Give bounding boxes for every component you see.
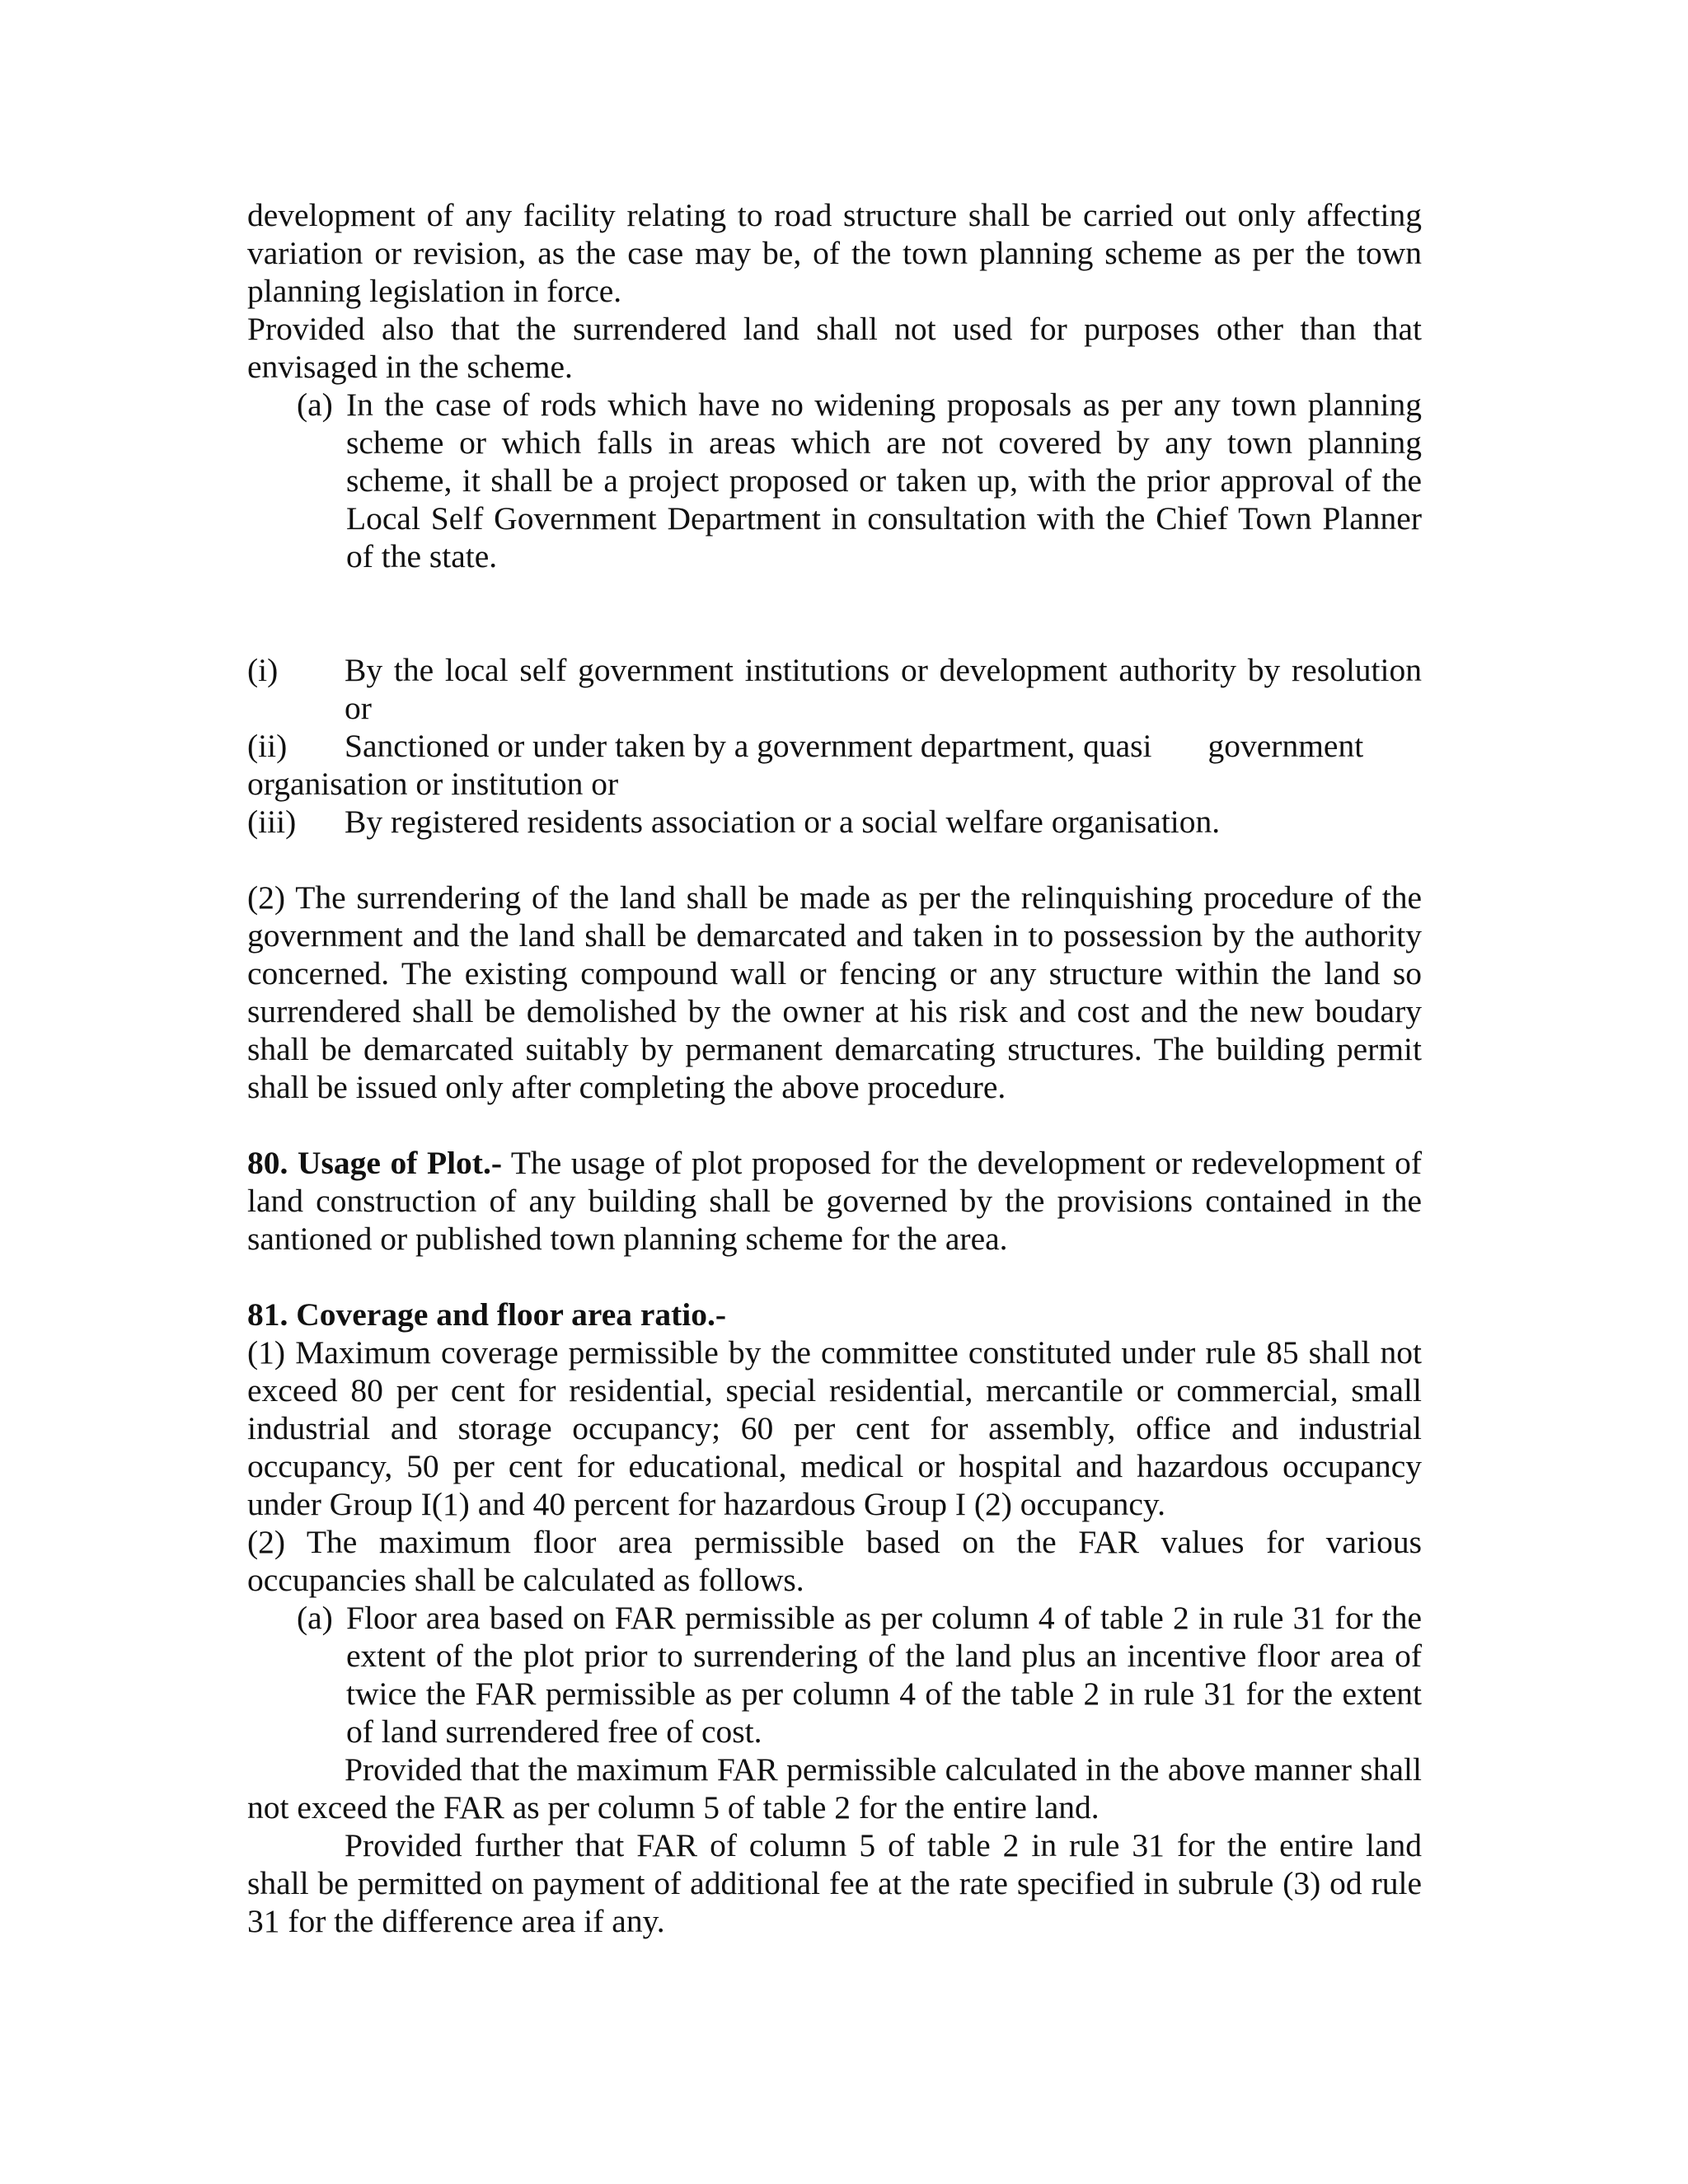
list-item-text: By the local self government institutions or development authority by resolution or [345,652,1422,726]
rule-81-proviso-1: Provided that the maximum FAR permissible calculated in the above manner shall not exceed the FAR as per column 5 of table 2 for the entire land. [247,1751,1422,1825]
list-item-ii [247,727,1422,803]
spacer [247,1106,1422,1144]
rule-81-sub2: (2) The maximum floor area permissible based on the FAR values for various occupancies shall be calculated as follows. [247,1524,1422,1598]
list-item-i [247,651,1422,727]
rule-81-heading: 81. Coverage and floor area ratio.- [247,1296,727,1333]
list-marker: (a) [297,387,333,423]
list-item-text: Floor area based on FAR permissible as per column 4 of table 2 in rule 31 for the extent of the plot prior to surrendering of the land plus an incentive floor area of twice the FAR permissible as per column 4 of the table 2 in rule 31 for the extent of land surrendered free of cost. [346,1600,1422,1750]
list-item-iii [247,803,1422,841]
list-marker: (iii) [247,804,297,840]
rule-81-proviso-2: Provided further that FAR of column 5 of table 2 in rule 31 for the entire land shall be permitted on payment of additional fee at the rate specified in subrule (3) od rule 31 for the difference area if any. [247,1827,1422,1939]
list-marker: (i) [247,652,279,688]
list-item-a [247,386,1422,575]
rule-80-paragraph [247,1144,1422,1258]
rule-81-sub1: (1) Maximum coverage permissible by the committee constituted under rule 85 shall not exceed 80 per cent for residential, special residential, mercantile or commercial, small industrial and storage occupancy; 60 per cent for assembly, office and industrial occupancy, 50 per cent for educational, medical or hospital and hazardous occupancy under Group I(1) and 40 percent for hazardous Group I (2) occupancy. [247,1334,1422,1522]
list-item-text: Sanctioned or under taken by a government department, quasi [345,728,1152,764]
rule-81-item-a [247,1599,1422,1750]
rule-80-heading: 80. Usage of Plot.- [247,1145,502,1181]
document-page [247,196,1422,1940]
list-marker: (ii) [247,728,288,764]
spacer [247,1258,1422,1296]
list-item-text: By registered residents association or a social welfare organisation. [345,804,1221,840]
list-marker: (a) [297,1600,333,1636]
intro-paragraph: development of any facility relating to road structure shall be carried out only affecting variation or revision, as the case may be, of the town planning scheme as per the town planning legislation in force. [247,197,1422,309]
spacer [247,841,1422,879]
subrule-2-paragraph: (2) The surrendering of the land shall be made as per the relinquishing procedure of the government and the land shall be demarcated and taken in to possession by the authority concerned. The existing compound wall or fencing or any structure within the land so surrendered shall be demolished by the owner at his risk and cost and the new boudary shall be demarcated suitably by permanent demarcating structures. The building permit shall be issued only after completing the above procedure. [247,879,1422,1105]
list-item-text: In the case of rods which have no widening proposals as per any town planning scheme or which falls in areas which are not covered by any town planning scheme, it shall be a project proposed or taken up, with the prior approval of the Local Self Government Department in consultation with the Chief Town Planner of the state. [346,387,1422,574]
proviso-paragraph: Provided also that the surrendered land shall not used for purposes other than that envisaged in the scheme. [247,311,1422,385]
spacer [247,575,1422,651]
rule-80-text: The usage of plot proposed for the development or redevelopment of land construction of any building shall be governed by the provisions contained in the santioned or published town planning scheme for the area. [247,1145,1422,1257]
list-item-text-continued: government organisation or institution or [247,728,1364,802]
